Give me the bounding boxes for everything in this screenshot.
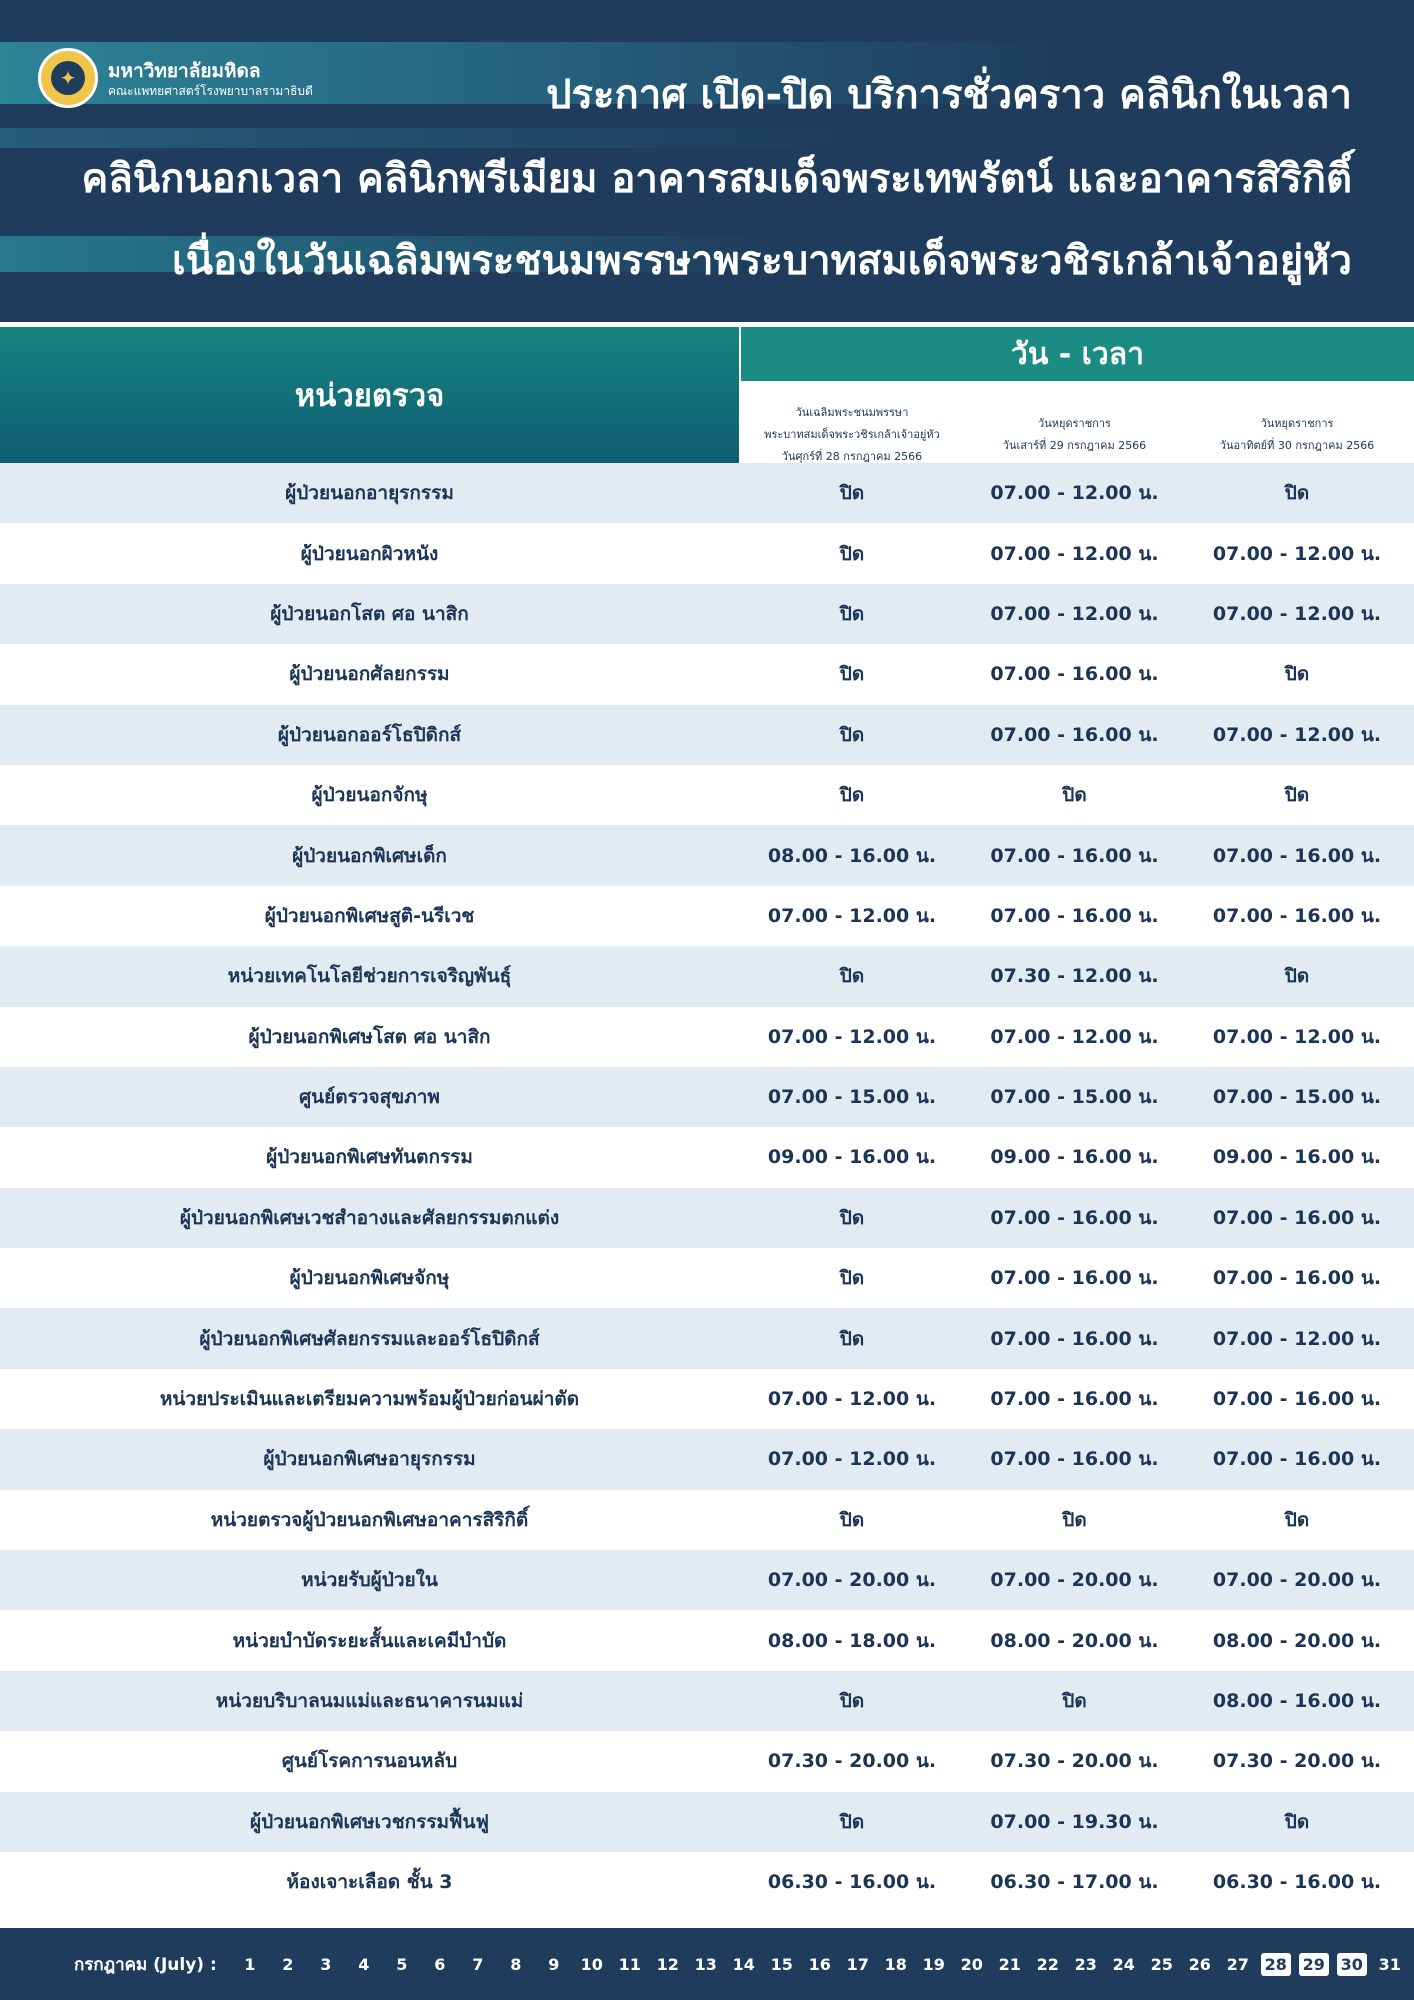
day-number: 9 [548,1954,560,1974]
table-row [0,1248,1414,1308]
unit-name: ผู้ป่วยนอกศัลยกรรม [289,663,450,686]
day-header-1-line-3: วันศุกร์ที่ 28 กรกฎาคม 2566 [781,450,923,463]
day-number: 12 [656,1954,679,1974]
unit-name: ห้องเจาะเลือด ชั้น 3 [286,1871,453,1894]
table-row [0,825,1414,885]
time-cell-day-2: 07.00 - 15.00 น. [990,1086,1159,1109]
table-row [0,1731,1414,1791]
table-row [0,1308,1414,1368]
table-row [0,644,1414,704]
time-cell-day-1: 07.00 - 12.00 น. [767,1448,937,1471]
time-cell-day-2: 07.00 - 12.00 น. [990,482,1159,505]
table-row [0,463,1414,523]
day-number-highlighted: 29 [1299,1953,1329,1976]
org-subname: คณะแพทยศาสตร์โรงพยาบาลรามาธิบดี [108,84,313,98]
table-row [0,1188,1414,1248]
org-name: มหาวิทยาลัยมหิดล [108,60,261,82]
unit-name: หน่วยบำบัดระยะสั้นและเคมีบำบัด [232,1629,507,1652]
day-number: 10 [580,1954,603,1974]
time-cell-day-1: 07.30 - 20.00 น. [767,1750,937,1773]
unit-name: ผู้ป่วยนอกพิเศษเวชสำอางและศัลยกรรมตกแต่ง [179,1206,560,1229]
day-number: 17 [846,1954,869,1974]
time-cell-day-1: ปิด [839,602,865,625]
day-number: 3 [320,1954,332,1974]
unit-name: ผู้ป่วยนอกพิเศษสูติ-นรีเวช [264,904,475,927]
time-cell-day-1: ปิด [839,1810,865,1833]
table-row [0,946,1414,1006]
unit-name: ผู้ป่วยนอกพิเศษเวชกรรมฟื้นฟู [250,1810,489,1833]
calendar-footer [0,1928,1414,2000]
time-cell-day-3: 07.00 - 16.00 น. [1212,904,1382,927]
time-cell-day-1: 08.00 - 18.00 น. [767,1629,937,1652]
day-number: 16 [808,1954,831,1974]
unit-name: ผู้ป่วยนอกผิวหนัง [300,542,439,565]
time-cell-day-3: 07.00 - 16.00 น. [1212,1448,1382,1471]
time-cell-day-3: 07.00 - 12.00 น. [1212,542,1382,565]
time-cell-day-1: ปิด [839,542,865,565]
unit-name: ผู้ป่วยนอกพิเศษอายุรกรรม [263,1448,476,1471]
time-cell-day-2: ปิด [1062,1508,1087,1531]
month-label: กรกฎาคม (July) : [74,1954,217,1975]
day-number: 18 [884,1954,907,1974]
day-header-3-line-1: วันหยุดราชการ [1260,417,1334,430]
table-row [0,1127,1414,1187]
table-row [0,765,1414,825]
time-cell-day-3: 06.30 - 16.00 น. [1212,1871,1382,1894]
time-cell-day-1: 07.00 - 12.00 น. [767,1388,937,1411]
time-cell-day-2: ปิด [1062,1690,1087,1712]
time-cell-day-1: 09.00 - 16.00 น. [767,1146,937,1169]
header-banner [0,0,1414,322]
time-cell-day-2: 09.00 - 16.00 น. [990,1146,1159,1169]
time-cell-day-2: 07.00 - 16.00 น. [990,1206,1159,1229]
day-number: 7 [472,1954,484,1974]
time-cell-day-2: 07.30 - 12.00 น. [990,965,1159,988]
time-cell-day-1: 07.00 - 12.00 น. [767,1025,937,1048]
time-cell-day-3: 07.00 - 12.00 น. [1212,1025,1382,1048]
time-cell-day-2: 08.00 - 20.00 น. [990,1629,1159,1652]
day-header-2-line-1: วันหยุดราชการ [1038,417,1111,430]
unit-name: ศูนย์ตรวจสุขภาพ [299,1086,440,1109]
table-row [0,1792,1414,1852]
table-row [0,523,1414,583]
table-row [0,1369,1414,1429]
title-line-1: ประกาศ เปิด-ปิด บริการชั่วคราว คลินิกในเวลา [546,72,1352,118]
unit-column-header: หน่วยตรวจ [0,327,739,463]
time-cell-day-3: ปิด [1284,663,1310,686]
day-number: 27 [1226,1954,1249,1974]
table-row [0,1007,1414,1067]
time-cell-day-1: 07.00 - 15.00 น. [767,1086,937,1109]
time-cell-day-1: ปิด [839,1690,865,1712]
time-cell-day-2: 07.00 - 16.00 น. [990,1448,1159,1471]
time-cell-day-3: 08.00 - 20.00 น. [1212,1629,1382,1652]
table-row [0,1610,1414,1670]
time-cell-day-3: 07.00 - 16.00 น. [1212,844,1382,867]
time-cell-day-1: ปิด [839,1267,865,1290]
time-cell-day-1: ปิด [839,1327,865,1350]
title-line-3: เนื่องในวันเฉลิมพระชนมพรรษาพระบาทสมเด็จพระวชิรเกล้าเจ้าอยู่หัว [172,238,1352,284]
time-cell-day-2: 06.30 - 17.00 น. [990,1871,1159,1894]
time-cell-day-2: 07.00 - 16.00 น. [990,1388,1159,1411]
day-number: 20 [960,1954,983,1974]
time-cell-day-3: 07.00 - 12.00 น. [1212,723,1382,746]
day-number: 13 [694,1954,717,1974]
day-number: 4 [358,1954,370,1974]
time-cell-day-3: 07.00 - 16.00 น. [1212,1267,1382,1290]
time-cell-day-1: ปิด [839,482,865,505]
time-cell-day-1: 07.00 - 20.00 น. [767,1569,937,1592]
time-cell-day-3: ปิด [1284,1810,1310,1833]
unit-name: หน่วยตรวจผู้ป่วยนอกพิเศษอาคารสิริกิติ์ [210,1508,529,1531]
unit-name: หน่วยรับผู้ป่วยใน [301,1569,438,1592]
table-row [0,886,1414,946]
time-cell-day-3: 07.00 - 20.00 น. [1212,1569,1382,1592]
unit-name: หน่วยประเมินและเตรียมความพร้อมผู้ป่วยก่อนผ่าตัด [159,1388,580,1411]
time-cell-day-2: 07.00 - 12.00 น. [990,542,1159,565]
datetime-header: วัน - เวลา [741,327,1414,381]
table-row [0,584,1414,644]
time-cell-day-2: 07.00 - 16.00 น. [990,723,1159,746]
title-line-2: คลินิกนอกเวลา คลินิกพรีเมียม อาคารสมเด็จพระเทพรัตน์ และอาคารสิริกิติ์ [81,156,1352,202]
time-cell-day-3: 07.00 - 16.00 น. [1212,1206,1382,1229]
time-cell-day-1: ปิด [839,965,865,988]
time-cell-day-2: 07.00 - 12.00 น. [990,1025,1159,1048]
unit-name: ผู้ป่วยนอกพิเศษเด็ก [292,844,447,867]
unit-name: ผู้ป่วยนอกพิเศษโสต ศอ นาสิก [248,1025,491,1048]
unit-name: ผู้ป่วยนอกพิเศษทันตกรรม [266,1146,473,1169]
day-number: 26 [1188,1954,1211,1974]
time-cell-day-2: 07.00 - 19.30 น. [990,1810,1159,1833]
day-header-3-line-2: วันอาทิตย์ที่ 30 กรกฎาคม 2566 [1219,439,1375,452]
time-cell-day-1: ปิด [839,663,865,686]
time-cell-day-2: 07.00 - 16.00 น. [990,1267,1159,1290]
table-body [0,463,1414,1912]
time-cell-day-3: ปิด [1284,965,1310,988]
time-cell-day-1: 06.30 - 16.00 น. [767,1871,937,1894]
unit-name: ผู้ป่วยนอกโสต ศอ นาสิก [270,602,469,625]
day-number: 6 [434,1954,446,1974]
time-cell-day-3: 07.00 - 12.00 น. [1212,1327,1382,1350]
time-cell-day-2: 07.00 - 20.00 น. [990,1569,1159,1592]
day-number-highlighted: 30 [1337,1953,1367,1976]
time-cell-day-2: 07.00 - 16.00 น. [990,1327,1159,1350]
unit-name: ผู้ป่วยนอกอายุรกรรม [285,482,454,505]
day-number: 11 [618,1954,641,1974]
day-list [231,1953,1409,1976]
day-number: 2 [282,1954,294,1974]
time-cell-day-1: ปิด [839,1206,865,1229]
time-cell-day-2: 07.00 - 12.00 น. [990,602,1159,625]
day-number: 19 [922,1954,945,1974]
table-row [0,1067,1414,1127]
table-row [0,1671,1414,1731]
day-number: 1 [244,1954,256,1974]
time-cell-day-1: ปิด [839,784,865,807]
time-cell-day-1: 07.00 - 12.00 น. [767,904,937,927]
unit-name: ผู้ป่วยนอกพิเศษจักษุ [289,1267,450,1290]
time-cell-day-3: 08.00 - 16.00 น. [1212,1690,1382,1712]
table-row [0,1550,1414,1610]
unit-name: ผู้ป่วยนอกจักษุ [311,784,428,807]
table-row [0,1429,1414,1489]
day-number-highlighted: 28 [1261,1953,1291,1976]
time-cell-day-3: ปิด [1284,482,1310,505]
time-cell-day-3: ปิด [1284,1508,1310,1531]
time-cell-day-3: 07.00 - 12.00 น. [1212,602,1382,625]
unit-name: ศูนย์โรคการนอนหลับ [281,1750,458,1773]
time-cell-day-3: 07.30 - 20.00 น. [1212,1750,1382,1773]
day-number: 21 [998,1954,1021,1974]
time-cell-day-1: ปิด [839,1508,865,1531]
day-number: 24 [1112,1954,1135,1974]
day-number: 8 [510,1954,522,1974]
time-cell-day-2: 07.30 - 20.00 น. [990,1750,1159,1773]
unit-name: ผู้ป่วยนอกออร์โธปิดิกส์ [277,723,462,746]
day-number: 25 [1150,1954,1173,1974]
table-row [0,1852,1414,1912]
table-row [0,1490,1414,1550]
time-cell-day-2: 07.00 - 16.00 น. [990,844,1159,867]
time-cell-day-1: 08.00 - 16.00 น. [767,844,937,867]
day-header-2-line-2: วันเสาร์ที่ 29 กรกฎาคม 2566 [1002,439,1147,452]
unit-name: หน่วยบริบาลนมแม่และธนาคารนมแม่ [215,1690,524,1712]
time-cell-day-2: 07.00 - 16.00 น. [990,663,1159,686]
time-cell-day-3: ปิด [1284,784,1310,807]
decor-band [0,128,1414,148]
day-number: 22 [1036,1954,1059,1974]
day-header-1-line-1: วันเฉลิมพระชนมพรรษา [795,406,909,419]
time-cell-day-2: ปิด [1062,784,1087,807]
day-header-1-line-2: พระบาทสมเด็จพระวชิรเกล้าเจ้าอยู่หัว [764,428,940,441]
day-number: 31 [1378,1954,1401,1974]
time-cell-day-1: ปิด [839,723,865,746]
time-cell-day-3: 07.00 - 16.00 น. [1212,1388,1382,1411]
day-number: 5 [396,1954,408,1974]
university-logo-icon: ✦ [38,48,98,108]
unit-name: หน่วยเทคโนโลยีช่วยการเจริญพันธุ์ [227,965,512,988]
time-cell-day-3: 09.00 - 16.00 น. [1212,1146,1382,1169]
day-number: 15 [770,1954,793,1974]
table-row [0,705,1414,765]
unit-name: ผู้ป่วยนอกพิเศษศัลยกรรมและออร์โธปิดิกส์ [199,1327,540,1350]
time-cell-day-3: 07.00 - 15.00 น. [1212,1086,1382,1109]
time-cell-day-2: 07.00 - 16.00 น. [990,904,1159,927]
day-number: 14 [732,1954,755,1974]
day-number: 23 [1074,1954,1097,1974]
